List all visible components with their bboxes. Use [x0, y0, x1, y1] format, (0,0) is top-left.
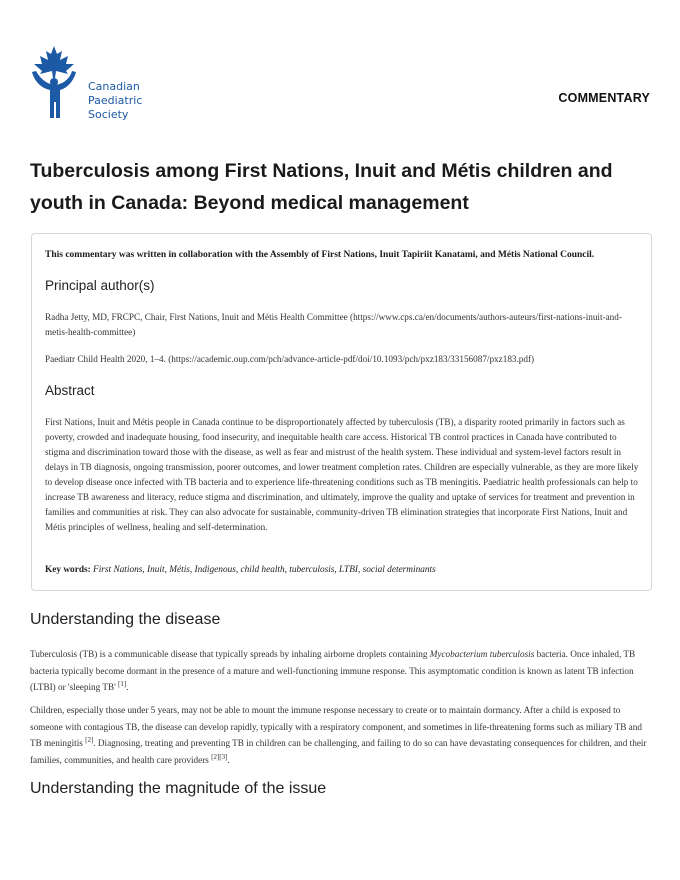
citation-line: Paediatr Child Health 2020, 1–4. (https://academic.oup.com/pch/advance-article-pdf/doi/10.1093/pch/pxz183/33156087/pxz183.pdf) — [45, 354, 535, 364]
abstract-text: First Nations, Inuit and Métis people in Canada continue to be disproportionately affected by tuberculosis (TB), a disparity rooted primarily in factors such as poverty, crowded and inadequate housing, food insecurity, and inequitable health care access. Historical TB control practices in Canada have contributed to stigma and discrimination toward those with the disease, as well as fear and mistrust of the health system. These individual and system-level factors result in delays in TB diagnosis, ongoing transmission, poorer outcomes, and lower treatment completion rates. Children are especially vulnerable, as they are more likely to develop disease once infected with TB bacteria and to experience life-threatening conditions such as TB meningitis. Paediatric health professionals can help to increase TB awareness and literacy, reduce stigma and discrimination, and ultimately, improve the quality and uptake of services for treatment and prevention in families and communities at risk. They can also advocate for sustainable, community-driven TB elimination strategies that incorporate First Nations, Inuit and Métis principles of wellness, healing and self-determination. — [45, 417, 639, 532]
paragraph-disease-1 — [30, 646, 652, 696]
keywords-label: Key words: — [45, 565, 91, 575]
cps-logo — [28, 44, 168, 128]
logo-line-3: Society — [88, 108, 129, 121]
logo-line-1: Canadian — [88, 80, 140, 93]
text-run: . Diagnosing, treating and preventing TB in children can be challenging, and failing to do so can have devastating consequences for children, and their families, communities, and health care providers — [30, 738, 647, 765]
page-header — [0, 0, 680, 140]
principal-authors-heading: Principal author(s) — [45, 278, 155, 293]
abstract-heading: Abstract — [45, 383, 95, 398]
text-run: Children, especially those under 5 years, may not be able to mount the immune response necessary to create or to maintain dormancy. After a child is exposed to someone with contagious TB, the disease can develop rapidly, typically with a respiratory component, and sometimes in life-threatening forms such as miliary TB and TB meningitis — [30, 705, 642, 748]
section-heading-disease: Understanding the disease — [30, 611, 221, 628]
keywords-list: First Nations, Inuit, Métis, Indigenous, child health, tuberculosis, LTBI, social determinants — [93, 565, 436, 575]
text-run: . — [126, 682, 129, 692]
keywords-line — [45, 565, 436, 575]
paragraph-disease-2 — [30, 702, 652, 768]
text-run: bacteria. Once inhaled, TB bacteria typically become dormant in the presence of a mature and well-functioning immune response. This asymptomatic condition is known as latent TB infection (LTBI) or 'sleeping TB' — [30, 649, 636, 692]
author-line: Radha Jetty, MD, FRCPC, Chair, First Nations, Inuit and Métis Health Committee (https://www.cps.ca/en/documents/authors-auteurs/first-nations-inuit-and-metis-health-committee) — [45, 312, 622, 337]
reference-marker[interactable]: [2][3] — [211, 752, 228, 761]
summary-box — [31, 233, 652, 591]
text-run: . — [227, 754, 230, 765]
document-type-label: COMMENTARY — [558, 91, 650, 105]
section-heading-magnitude: Understanding the magnitude of the issue — [30, 780, 327, 797]
reference-marker[interactable]: [1] — [118, 679, 127, 688]
collaboration-note: This commentary was written in collaboration with the Assembly of First Nations, Inuit Tapiriit Kanatami, and Métis National Council. — [45, 250, 595, 260]
maple-leaf-figure-icon — [28, 44, 80, 128]
text-run: Tuberculosis (TB) is a communicable disease that typically spreads by inhaling airborne droplets containing — [30, 649, 430, 659]
reference-marker[interactable]: [2] — [85, 735, 94, 744]
logo-line-2: Paediatric — [88, 94, 143, 107]
article-title: Tuberculosis among First Nations, Inuit and Métis children and youth in Canada: Beyond medical management — [30, 160, 613, 214]
organism-name: Mycobacterium tuberculosis — [429, 649, 535, 659]
